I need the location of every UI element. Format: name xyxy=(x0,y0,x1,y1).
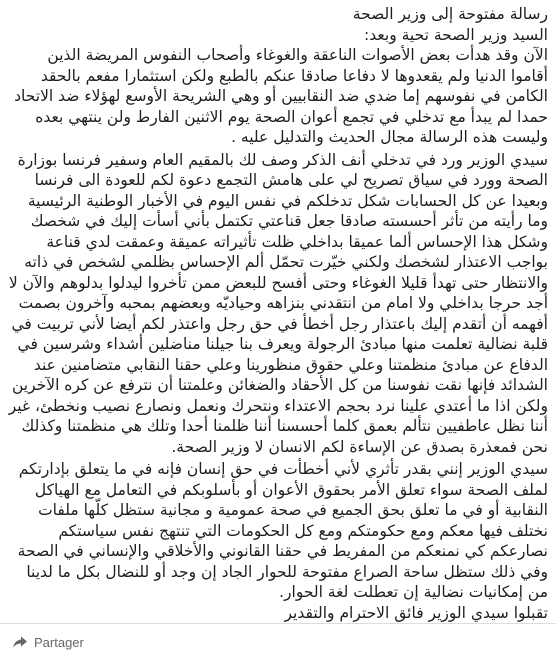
divider xyxy=(0,623,556,624)
post-paragraph-2: سيدي الوزير ورد في تدخلي أنف الذكر وصف لك بالمقيم العام وسفير فرنسا بوزارة الصحة وورد في سياق تصريح لي على هامش التجمع دعوة لكم للعودة الى فرنسا وبعيدا عن كل الحسابات شكل تدخلكم في نفس اليوم في الأخبار الوطنية الرئيسية وما رأيته من تأثر أحسسته صادقا جعل قناعتي تكتمل بأني أسأت إليك في شخصك وشكل هذا الإحساس ألما عميقا بداخلي ظلت تأثيراته عميقة وعمقت لدي قناعة بواجب الاعتذار لشخصك ولكني خيّرت تحمّل ألم الإحساس بظلمي لشخص في ذاته والانتظار حتى تهدأ قليلا الغوغاء وحتى أفسح للبعض ممن تأخروا ليدلوا بدلوهم والآن لا أجد حرجا بداخلي ولا امام من انتقدني بنزاهه وحياديّه وبعضهم بمحبه وآخرون بصمت أفهمه أن أتقدم إليك باعتذار رجل أخطأ في حق رجل واعتذر لكم أيضا لأني تربيت في قلبة نضالية تعلمت منها مبادئ الرجولة ويعرف بنا جيلنا مناضلين أشداء وشرسين في الدفاع عن مبادئ منظمتنا وعلي حقوق منظورينا وعلي حقنا النقابي متضامنين عند الشدائد فإنها نقت نفوسنا من كل الأحقاد والضغائن وعلمتنا أن نترفع عن كره الآخرين ولكن اذا ما أعتدي علينا نرد بحجم الاعتداء ونتحرك ونعمل ونصارع نصيب ونخطئ، غير أننا نظل عاطفيين نتألم بعمق كلما أحسسنا أننا ظلمنا أحدا وتلك هي منظمتنا وكذلك نحن فمعذرة بصدق عن الإساءة لكم الانسان لا وزير الصحة. xyxy=(8,150,548,456)
share-button[interactable] xyxy=(12,630,84,654)
post-greeting: السيد وزير الصحة تحية وبعد: xyxy=(364,25,548,44)
post-body xyxy=(6,4,548,622)
post-title: رسالة مفتوحة إلى وزير الصحة xyxy=(352,5,548,23)
post-paragraph-3: سيدي الوزير إنني بقدر تأثري لأني أخطأت في حق إنسان فإنه في ما يتعلق بإدارتكم لملف الصحة سواء تعلق الأمر بحقوق الأعوان أو بأسلوبكم في التعامل مع الهياكل النقابية أو في ما تعلق بحق الجميع في صحة عمومية و مجانية ستظل كلّها ملفات نختلف فيها معكم ومع حكومتكم ومع كل الحكومات التي تنتهج نفس سياستكم نصارعكم كي نمنعكم من المفريط في حقنا القانوني والأخلاقي والإنساني في الصحة وفي ذلك ستظل ساحة الصراع مفتوحة للحوار الجاد إن وجد أو للنضال بكل ما لدينا من إمكانيات نضالية إن تعطلت لغة الحوار. xyxy=(17,460,548,601)
share-label: Partager xyxy=(34,634,84,650)
post-paragraph-1: الآن وقد هدأت بعض الأصوات الناعقة والغوغاء وأصحاب النفوس المريضة الذين أقاموا الدنيا ولم يقعدوها لا دفاعا صادقا عنكم بالطبع ولكن استثمارا مفعم بالحقد الكامن في نفوسهم إما ضدي ضد النقابيين أو وهي الشريحة الأوسع لهؤلاء ضد الاتحاد حمدا لم يبدأ مع تدخلي في تجمع أعوان الصحة يوم الاثنين الفارط ولن ينتهي بعده وليست هذه الرسالة مجال الحديث والتدليل عليه . xyxy=(14,46,548,146)
post-closing: تقبلوا سيدي الوزير فائق الاحترام والتقدير xyxy=(284,603,548,622)
share-icon xyxy=(12,634,28,650)
